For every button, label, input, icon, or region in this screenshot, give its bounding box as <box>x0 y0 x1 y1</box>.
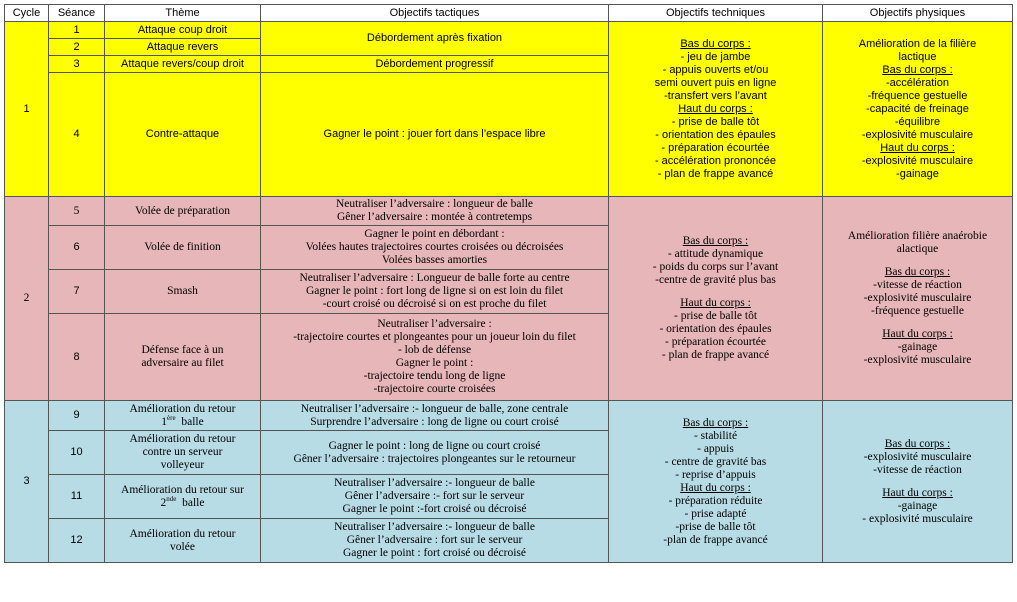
physical-line: -équilibre <box>894 115 941 128</box>
seance-number: 4 <box>49 73 105 197</box>
physical-line: lactique <box>898 50 937 63</box>
tactical-objective: Débordement après fixation <box>261 22 609 56</box>
tactical-objective <box>261 197 609 226</box>
technical-line: - préparation écourtée <box>661 141 770 154</box>
header-technical: Objectifs techniques <box>609 5 823 22</box>
header-theme: Thème <box>105 5 261 22</box>
theme-ordinal-suffix: ère <box>167 413 176 422</box>
tactical-line: Neutraliser l’adversaire : <box>377 318 492 330</box>
seance-theme <box>105 314 261 401</box>
table-row <box>5 22 1013 39</box>
theme-line: Défense face à un <box>141 344 224 356</box>
theme-line: Amélioration du retour <box>129 527 236 540</box>
seance-number: 11 <box>49 475 105 519</box>
tactical-objective <box>261 226 609 270</box>
tactical-objective <box>261 519 609 563</box>
theme-ordinal: 2 <box>160 496 167 509</box>
tactical-line: -court croisé ou décroisé si on est proche du filet <box>322 298 547 310</box>
technical-line: -centre de gravité plus bas <box>655 274 776 286</box>
physical-line: Haut du corps : <box>882 328 953 340</box>
tactical-line: Neutraliser l’adversaire :- longueur de balle <box>334 521 535 533</box>
seance-number: 3 <box>49 56 105 73</box>
seance-number: 8 <box>49 314 105 401</box>
spacer <box>825 256 1010 266</box>
tactical-objective <box>261 401 609 431</box>
technical-line: - appuis <box>697 442 734 455</box>
physical-objectives <box>823 197 1013 401</box>
tactical-line: Volées hautes trajectoires courtes croisées ou décroisées <box>305 241 564 253</box>
technical-line: - prise adapté <box>684 507 747 520</box>
tactical-line: Neutraliser l’adversaire : longueur de balle <box>335 198 533 210</box>
technical-line: - attitude dynamique <box>667 248 764 260</box>
physical-line: -explosivité musculaire <box>863 292 972 304</box>
theme-ordinal-suffix: nde <box>166 494 177 503</box>
technical-line: - centre de gravité bas <box>664 455 767 468</box>
technical-line: - orientation des épaules <box>659 323 772 335</box>
tactical-line: Gagner le point :-fort croisé ou décroisé <box>342 503 527 515</box>
technical-line: Haut du corps : <box>680 481 751 494</box>
theme-line: contre un serveur <box>142 446 223 458</box>
seance-number: 1 <box>49 22 105 39</box>
technical-line: - stabilité <box>693 429 738 442</box>
seance-number: 2 <box>49 39 105 56</box>
physical-line: -fréquence gestuelle <box>867 89 968 102</box>
header-row <box>5 5 1013 22</box>
physical-line: alactique <box>896 243 939 255</box>
technical-line: - prise de balle tôt <box>673 310 758 322</box>
seance-theme <box>105 519 261 563</box>
theme-line: Amélioration du retour sur <box>121 483 244 496</box>
physical-objectives <box>823 401 1013 563</box>
tactical-line: Surprendre l’adversaire : long de ligne ou court croisé <box>310 415 559 428</box>
tactical-line: Gagner le point : fort croisé ou décroisé <box>343 547 526 559</box>
theme-line: Amélioration du retour <box>129 402 236 415</box>
header-physical: Objectifs physiques <box>823 5 1013 22</box>
physical-line: -explosivité musculaire <box>863 354 972 366</box>
tactical-line: Gagner le point : long de ligne ou court croisé <box>328 439 541 452</box>
tactical-objective <box>261 431 609 475</box>
seance-theme: Volée de préparation <box>105 197 261 226</box>
technical-line: - appuis ouverts et/ou <box>662 63 769 76</box>
seance-theme: Smash <box>105 270 261 314</box>
theme-line: volleyeur <box>160 459 205 471</box>
technical-line: - plan de frappe avancé <box>661 349 770 361</box>
physical-line: Bas du corps : <box>882 63 953 76</box>
technical-line: - plan de frappe avancé <box>657 167 774 180</box>
theme-word: balle <box>181 415 204 428</box>
physical-line: -vitesse de réaction <box>873 463 962 476</box>
tactical-objective: Gagner le point : jouer fort dans l’espace libre <box>261 73 609 197</box>
physical-line: -vitesse de réaction <box>873 279 962 291</box>
seance-theme: Contre-attaque <box>105 73 261 197</box>
physical-line: -gainage <box>896 167 939 180</box>
tactical-line: Neutraliser l’adversaire : Longueur de balle forte au centre <box>299 272 570 284</box>
technical-line: semi ouvert puis en ligne <box>654 76 777 89</box>
cycle-number: 3 <box>5 401 49 563</box>
technical-line: -transfert vers l’avant <box>664 89 767 102</box>
seance-theme <box>105 401 261 431</box>
technical-line: Bas du corps : <box>682 416 749 429</box>
seance-theme: Volée de finition <box>105 226 261 270</box>
seance-number: 10 <box>49 431 105 475</box>
technical-objectives <box>609 22 823 197</box>
physical-line: -explosivité musculaire <box>861 154 974 167</box>
cycle-number: 1 <box>5 22 49 197</box>
header-cycle: Cycle <box>5 5 49 22</box>
physical-objectives <box>823 22 1013 197</box>
theme-line <box>107 413 258 429</box>
seance-theme: Attaque coup droit <box>105 22 261 39</box>
technical-line: - reprise d’appuis <box>675 468 756 481</box>
physical-line: -capacité de freinage <box>866 102 969 115</box>
tactical-line: - lob de défense <box>397 344 472 356</box>
physical-line: -gainage <box>897 499 938 512</box>
tactical-line: Gêner l’adversaire : fort sur le serveur <box>346 534 523 546</box>
spacer <box>825 477 1010 487</box>
physical-line: Bas du corps : <box>884 437 951 450</box>
seance-number: 9 <box>49 401 105 431</box>
theme-line: volée <box>170 540 195 553</box>
tactical-line: Gêner l’adversaire :- fort sur le serveur <box>344 490 525 502</box>
seance-theme <box>105 431 261 475</box>
technical-line: - préparation réduite <box>668 494 763 507</box>
table-container <box>4 4 1017 563</box>
tactical-line: -trajectoire tendu long de ligne <box>363 370 506 382</box>
technical-line: - préparation écourtée <box>665 336 766 348</box>
tactical-line: Gêner l’adversaire : montée à contretemps <box>336 211 533 223</box>
physical-line: Amélioration filière anaérobie <box>847 230 988 242</box>
technical-line: Bas du corps : <box>680 37 751 50</box>
physical-line: Amélioration de la filière <box>858 37 977 50</box>
table-row <box>5 197 1013 226</box>
cycle-number: 2 <box>5 197 49 401</box>
tactical-objective <box>261 314 609 401</box>
physical-line: - explosivité musculaire <box>862 512 973 525</box>
tactical-line: Volées basses amorties <box>381 254 488 266</box>
tactical-line: Gagner le point en débordant : <box>364 228 505 240</box>
theme-ordinal: 1 <box>161 415 168 428</box>
training-plan-table <box>4 4 1013 563</box>
seance-number: 12 <box>49 519 105 563</box>
physical-line: -explosivité musculaire <box>863 450 972 463</box>
physical-line: -explosivité musculaire <box>861 128 974 141</box>
technical-line: Haut du corps : <box>680 297 751 309</box>
spacer <box>611 287 820 297</box>
technical-line: - prise de balle tôt <box>671 115 760 128</box>
tactical-line: Gagner le point : <box>395 357 474 369</box>
seance-number: 6 <box>49 226 105 270</box>
theme-line: Amélioration du retour <box>129 433 236 445</box>
tactical-line: -trajectoire courte croisées <box>373 383 496 395</box>
technical-line: - accélération prononcée <box>654 154 777 167</box>
header-tactical: Objectifs tactiques <box>261 5 609 22</box>
technical-objectives <box>609 197 823 401</box>
technical-objectives <box>609 401 823 563</box>
seance-number: 7 <box>49 270 105 314</box>
tactical-line: Neutraliser l’adversaire :- longueur de balle <box>334 477 535 489</box>
tactical-line: -trajectoire courtes et plongeantes pour un joueur loin du filet <box>293 331 576 343</box>
tactical-line: Neutraliser l’adversaire :- longueur de balle, zone centrale <box>300 402 569 415</box>
technical-line: Haut du corps : <box>678 102 753 115</box>
seance-theme: Attaque revers <box>105 39 261 56</box>
physical-line: Bas du corps : <box>884 266 951 278</box>
table-row <box>5 401 1013 431</box>
tactical-objective: Débordement progressif <box>261 56 609 73</box>
tactical-line: Gagner le point : fort long de ligne si on est loin du filet <box>305 285 564 297</box>
tactical-objective <box>261 270 609 314</box>
physical-line: Haut du corps : <box>882 486 953 499</box>
seance-theme <box>105 475 261 519</box>
technical-line: -plan de frappe avancé <box>663 533 768 546</box>
seance-theme: Attaque revers/coup droit <box>105 56 261 73</box>
header-seance: Séance <box>49 5 105 22</box>
theme-word: balle <box>182 496 205 509</box>
physical-line: -fréquence gestuelle <box>871 305 964 317</box>
tactical-objective <box>261 475 609 519</box>
physical-line: -gainage <box>897 341 938 353</box>
physical-line: Haut du corps : <box>880 141 955 154</box>
technical-line: - orientation des épaules <box>655 128 776 141</box>
technical-line: Bas du corps : <box>682 235 749 247</box>
spacer <box>825 318 1010 328</box>
theme-line: adversaire au filet <box>141 357 224 369</box>
technical-line: - poids du corps sur l’avant <box>652 261 779 273</box>
physical-line: -accélération <box>886 76 949 89</box>
technical-line: -prise de balle tôt <box>675 520 756 533</box>
theme-line <box>107 494 258 510</box>
tactical-line: Gêner l’adversaire : trajectoires plongeantes sur le retourneur <box>293 452 576 465</box>
seance-number: 5 <box>49 197 105 226</box>
technical-line: - jeu de jambe <box>680 50 751 63</box>
